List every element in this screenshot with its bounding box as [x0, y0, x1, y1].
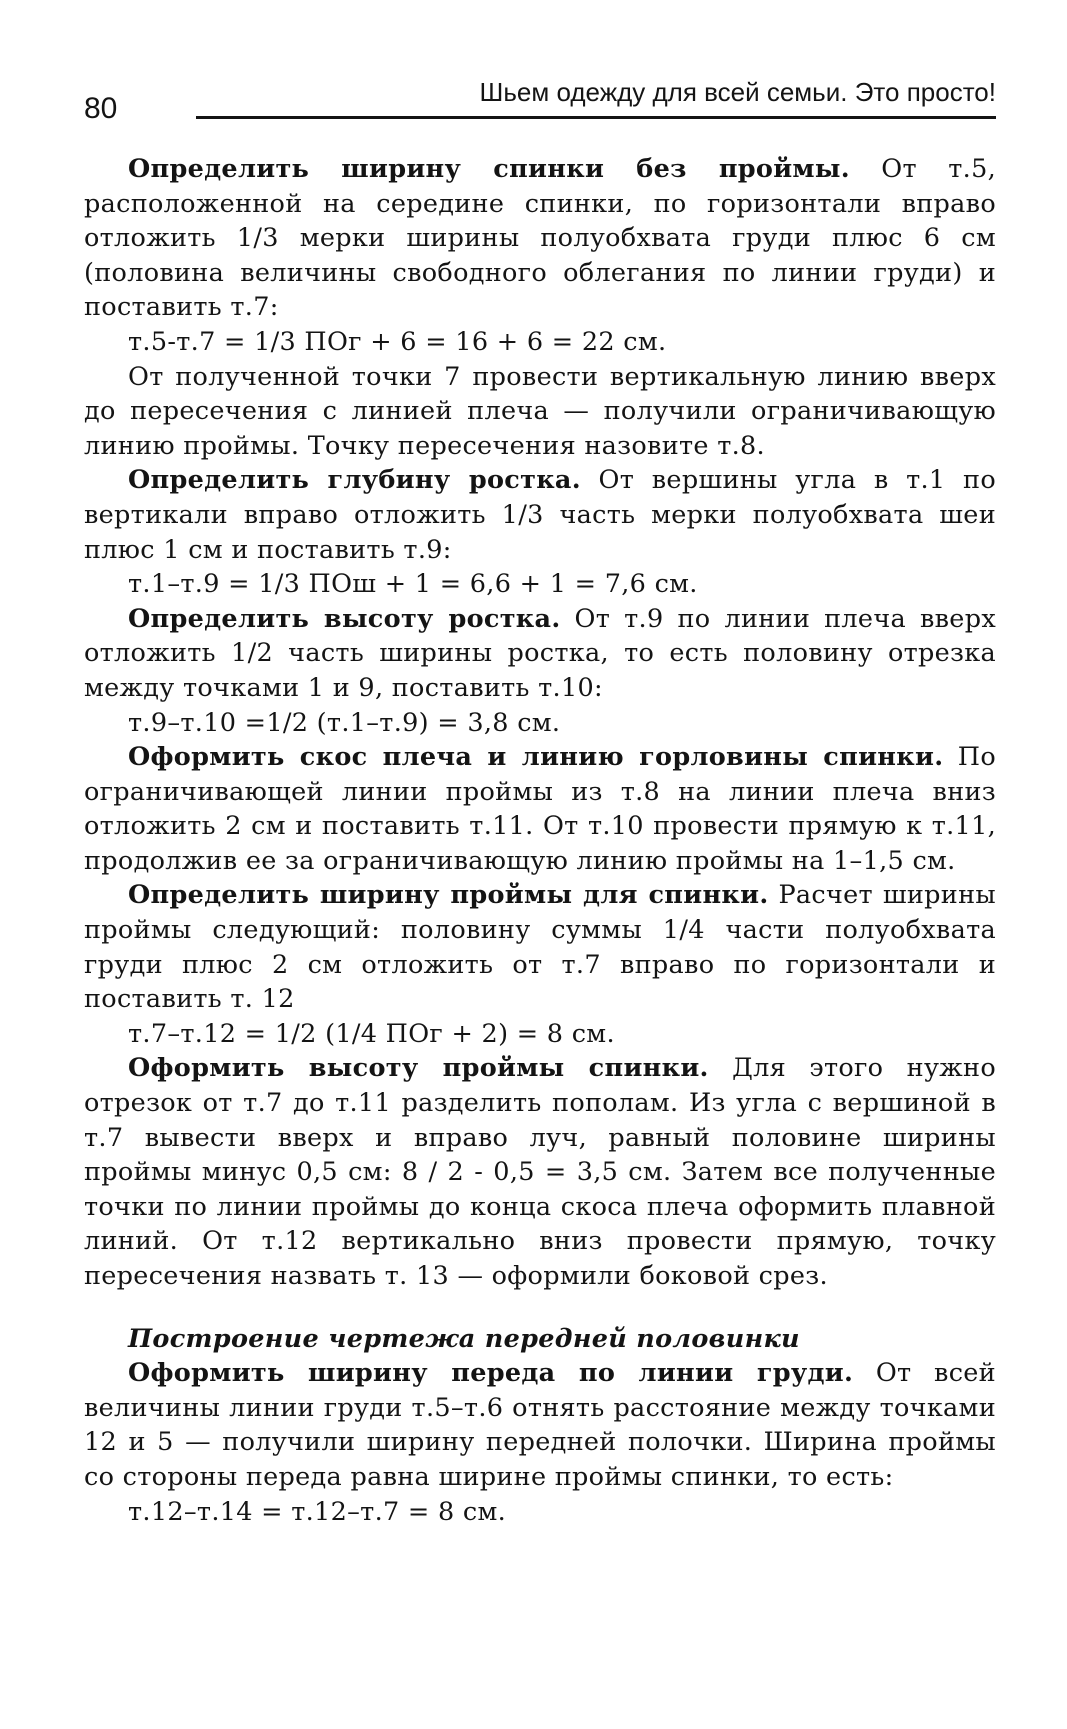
paragraph-neck-depth: [84, 463, 996, 567]
paragraph-neck-height: [84, 602, 996, 706]
formula-armhole-width: т.7–т.12 = 1/2 (1/4 ПОг + 2) = 8 см.: [128, 1018, 615, 1049]
paragraph-lead: Оформить скос плеча и линию горловины спинки.: [128, 742, 944, 773]
paragraph-lead: Определить высоту ростка.: [128, 603, 561, 634]
paragraph-text: Расчет ширины проймы следующий: половину суммы 1/4 части полуобхвата груди плюс 2 см отложить от т.7 вправо по горизонтали и поставить т. 12: [84, 880, 996, 1015]
paragraph-text: Для этого нужно отрезок от т.7 до т.11 разделить пополам. Из угла с вершиной в т.7 вывести вверх и вправо луч, равный половине ширины проймы минус 0,5 см: 8 / 2 - 0,5 = 3,5 см. Затем все полученные точки по линии проймы до конца скоса плеча оформить плавной линий. От т.12 вертикально вниз провести прямую, точку пересечения назвать т. 13 — оформили боковой срез.: [84, 1053, 996, 1291]
paragraph-shoulder-slope: [84, 740, 996, 878]
paragraph-lead: Определить глубину ростка.: [128, 465, 581, 496]
paragraph-text: От т.5, расположенной на середине спинки, по горизонтали вправо отложить 1/3 мерки ширины полуобхвата груди плюс 6 см (половина величины свободного облегания по линии груди) и поставить т.7:: [84, 154, 997, 323]
paragraph-lead: Оформить высоту проймы спинки.: [128, 1053, 709, 1084]
paragraph-armhole-width: [84, 878, 996, 1016]
formula-back-width: т.5-т.7 = 1/3 ПОг + 6 = 16 + 6 = 22 см.: [128, 326, 667, 357]
paragraph-lead: Определить ширину проймы для спинки.: [128, 880, 769, 911]
paragraph-text: От полученной точки 7 провести вертикальную линию вверх до пересечения с линией плеча — получили ограничивающую линию проймы. Точку пересечения назовите т.8.: [84, 361, 996, 461]
formula-neck-depth: т.1–т.9 = 1/3 ПОш + 1 = 6,6 + 1 = 7,6 см.: [128, 569, 698, 600]
paragraph-lead: Оформить ширину переда по линии груди.: [128, 1358, 854, 1389]
paragraph-text: От вершины угла в т.1 по вертикали вправо отложить 1/3 часть мерки полуобхвата шеи плюс 1 см и поставить т.9:: [84, 465, 996, 565]
paragraph-armhole-line: [84, 360, 996, 464]
page-number: 80: [84, 92, 118, 125]
paragraph-text: По ограничивающей линии проймы из т.8 на линии плеча вниз отложить 2 см и поставить т.11. От т.10 провести прямую к т.11, продолжив ее за ограничивающую линию проймы на 1–1,5 см.: [84, 742, 996, 876]
formula-neck-height: т.9–т.10 =1/2 (т.1–т.9) = 3,8 см.: [128, 707, 561, 738]
paragraph-front-width: [84, 1356, 996, 1494]
header-rule: [196, 116, 996, 119]
paragraph-lead: Определить ширину спинки без проймы.: [128, 154, 850, 184]
section-heading: Построение чертежа передней половинки: [128, 1323, 800, 1354]
page-body: [84, 152, 996, 1529]
paragraph-text: От т.9 по линии плеча вверх отложить 1/2 часть ширины ростка, то есть половину отрезка между точками 1 и 9, поставить т.10:: [84, 603, 996, 703]
formula-front-armhole: т.12–т.14 = т.12–т.7 = 8 см.: [128, 1496, 507, 1527]
paragraph-text: От всей величины линии груди т.5–т.6 отнять расстояние между точками 12 и 5 — получили ширину передней полочки. Ширина проймы со стороны переда равна ширине проймы спинки, то есть:: [84, 1358, 996, 1492]
paragraph-back-width: [84, 152, 996, 325]
paragraph-armhole-height: [84, 1051, 996, 1293]
page-header: [84, 72, 996, 124]
running-title: Шьем одежду для всей семьи. Это просто!: [479, 77, 996, 107]
